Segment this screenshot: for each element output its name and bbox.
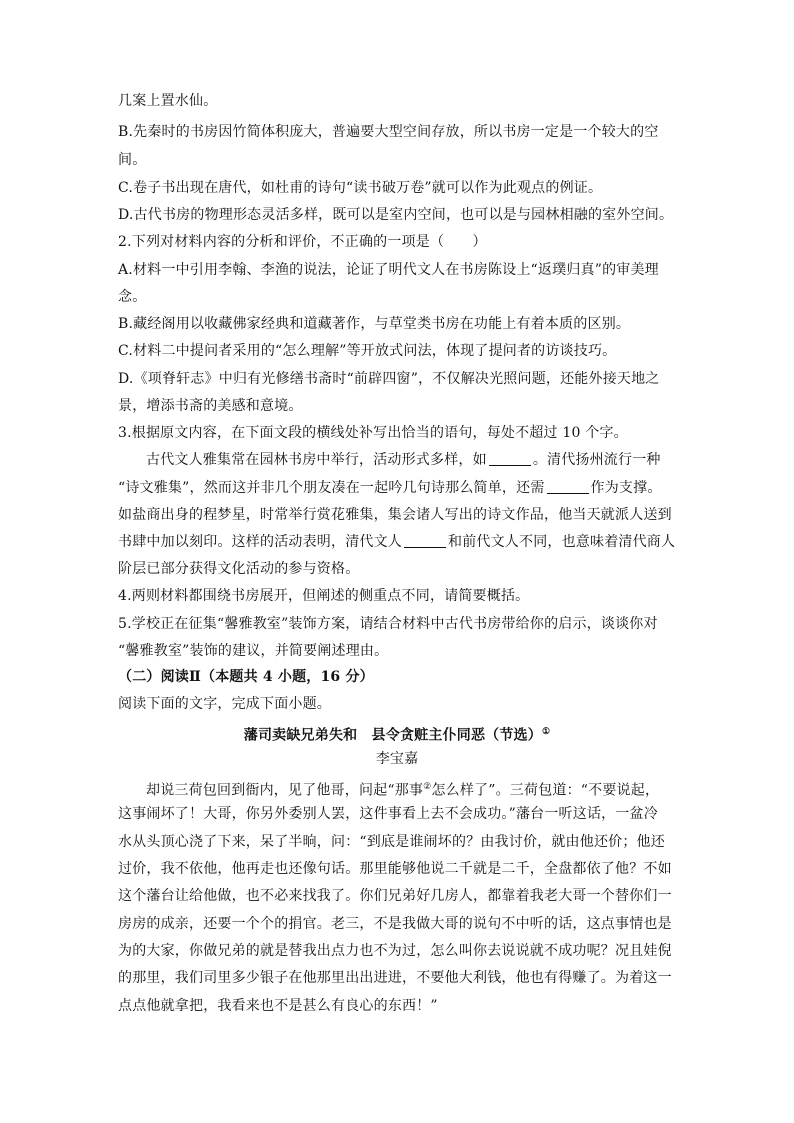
option-c: C.材料二中提问者采用的“怎么理解”等开放式问法，体现了提问者的访谈技巧。: [118, 343, 617, 359]
text-span: 却说三荷包回到衙内，见了他哥，问起“那事: [146, 782, 424, 799]
answer-blank[interactable]: [489, 451, 531, 466]
footnote-marker: ②: [423, 782, 432, 792]
story-line: 的那里，我们司里多少银子在他那里出出进进，不要他大利钱，他也有得赚了。为着这一: [118, 970, 672, 986]
text-span: 和前代文人不同，也意味着清代商人: [448, 534, 676, 550]
option-b: B.先秦时的书房因竹简体积庞大，普遍要大型空间存放，所以书房一定是一个较大的空: [118, 124, 659, 140]
section-heading: （二）阅读Ⅱ（本题共 4 小题，16 分）: [118, 669, 374, 685]
story-line: 过价，我不依他，他再走也还像句话。那里能够他说二千就是二千，全盘都依了他？不如: [118, 861, 672, 877]
text-line: 间。: [118, 152, 147, 168]
story-line: 房房的成亲，还要一个个的捐官。老三，不是我做大哥的说句不中听的话，这点事情也是: [118, 916, 672, 932]
fill-paragraph-line: 阶层已部分获得文化活动的参与资格。: [118, 561, 360, 577]
text-span: 书肆中加以刻印。这样的活动表明，清代文人: [118, 534, 402, 550]
fill-paragraph-line: [146, 447, 661, 473]
story-title-text: 藩司卖缺兄弟失和 县令贪赃主仆同恶（节选）: [243, 727, 542, 744]
text-span: 古代文人雅集常在园林书房中举行，活动形式多样，如: [146, 452, 487, 468]
text-span: 作为支撑。: [590, 480, 662, 496]
story-line: [146, 774, 659, 804]
option-d: D.古代书房的物理形态灵活多样，既可以是室内空间，也可以是与园林相融的室外空间。: [118, 207, 674, 223]
text-span: 。清代扬州流行一种: [532, 452, 661, 468]
question-3: 3.根据原文内容，在下面文段的横线处补写出恰当的语句，每处不超过 10 个字。: [118, 425, 628, 441]
story-line: 为的大家，你做兄弟的就是替我出点力也不为过，怎么叫你去说说就不成功呢？况且娃倪: [118, 943, 672, 959]
option-b: B.藏经阁用以收藏佛家经典和道藏著作，与草堂类书房在功能上有着本质的区别。: [118, 316, 631, 332]
question-5: 5.学校正在征集“馨雅教室”装饰方案，请结合材料中古代书房带给你的启示，谈谈你对: [118, 616, 658, 632]
story-line: 水从头顶心浇了下来，呆了半晌，问：“到底是谁闹坏的？由我讨价，就由他还价；他还: [118, 834, 665, 850]
answer-blank[interactable]: [404, 533, 446, 548]
footnote-marker: ①: [541, 727, 551, 737]
question-2: 2.下列对材料内容的分析和评价，不正确的一项是（ ）: [118, 234, 487, 250]
option-c: C.卷子书出现在唐代，如杜甫的诗句“读书破万卷”就可以作为此观点的例证。: [118, 180, 603, 196]
instruction: 阅读下面的文字，完成下面小题。: [118, 696, 331, 712]
option-d: D.《项脊轩志》中归有光修缮书斋时“前辟四窗”，不仅解决光照问题，还能外接天地之: [118, 371, 660, 387]
text-span: 怎么样了”。三荷包道：“不要说起，: [431, 782, 660, 799]
story-line: 这个藩台让给他做，也不必来找我了。你们兄弟好几房人，都靠着我老大哥一个替你们一: [118, 888, 672, 904]
question-4: 4.两则材料都围绕书房展开，但阐述的侧重点不同，请简要概括。: [118, 588, 530, 604]
story-title: [0, 719, 794, 749]
story-line: 这事闹坏了！大哥，你另外委别人罢，这件事看上去不会成功。”藩台一听这话，一盆冷: [118, 806, 658, 822]
story-line: 点点他就拿把，我看来也不是甚么有良心的东西！”: [118, 998, 438, 1014]
fill-paragraph-line: [118, 529, 675, 555]
answer-blank[interactable]: [547, 479, 589, 494]
option-a: A.材料一中引用李翰、李渔的说法，论证了明代文人在书房陈设上“返璞归真”的审美理: [118, 262, 659, 278]
text-line: 念。: [118, 289, 147, 305]
fill-paragraph-line: [118, 475, 662, 501]
text-line: “馨雅教室”装饰的建议，并简要阐述理由。: [118, 643, 389, 659]
text-span: “诗文雅集”，然而这并非几个朋友凑在一起吟几句诗那么简单，还需: [118, 480, 545, 496]
author: 李宝嘉: [375, 751, 419, 767]
text-line: 景，增添书斋的美感和意境。: [118, 398, 303, 414]
fill-paragraph-line: 如盐商出身的程梦星，时常举行赏花雅集，集会诸人写出的诗文作品，他当天就派人送到: [118, 507, 672, 523]
text-line: 几案上置水仙。: [118, 93, 218, 109]
